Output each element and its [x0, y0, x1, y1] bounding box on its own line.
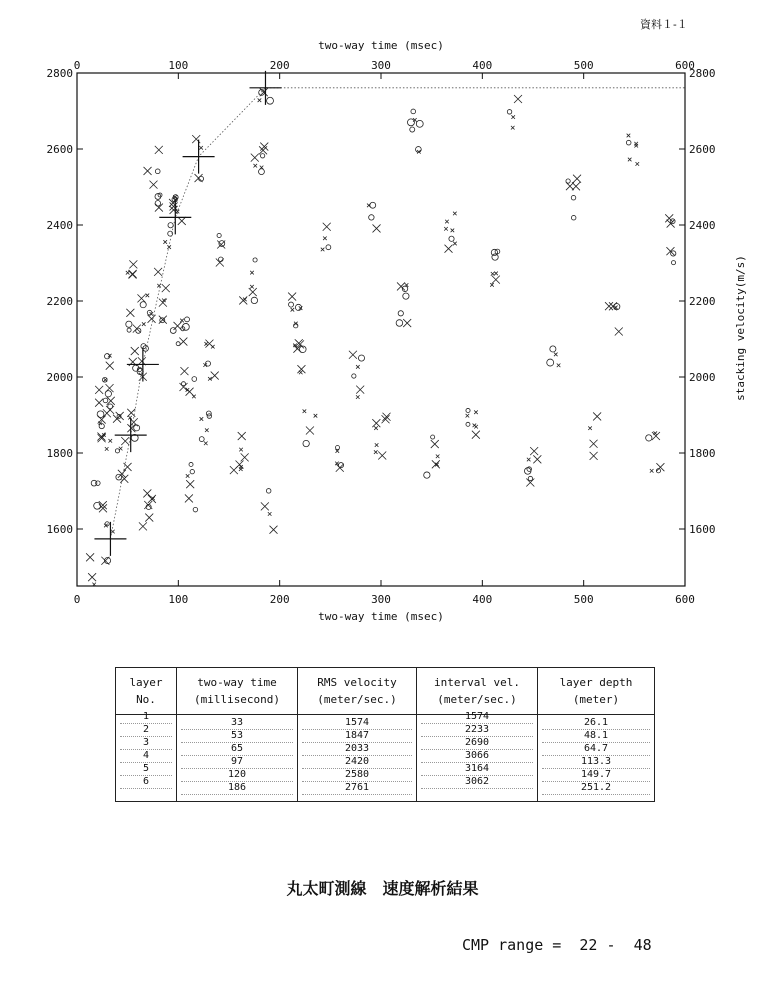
scatter-point-x — [106, 362, 114, 370]
table-cell-two-way-time: 65 — [181, 743, 293, 756]
scatter-point-x — [373, 224, 381, 232]
scatter-point-x — [303, 409, 307, 413]
scatter-point-circle — [190, 469, 194, 473]
scatter-point-x — [356, 386, 364, 394]
scatter-point-x — [451, 229, 455, 233]
scatter-point-x — [205, 428, 209, 432]
scatter-point-x — [88, 573, 96, 581]
scatter-point-x — [163, 240, 167, 244]
scatter-point-x — [258, 98, 262, 102]
y-tick-label-left: 2800 — [46, 67, 73, 80]
scatter-point-x — [336, 464, 344, 472]
scatter-point-circle — [103, 398, 108, 403]
scatter-point-x — [185, 494, 193, 502]
scatter-point-x — [378, 452, 386, 460]
scatter-point-x — [453, 242, 457, 246]
y-tick-label-left: 2200 — [46, 295, 73, 308]
scatter-point-x — [492, 276, 500, 284]
scatter-point-x — [372, 419, 380, 427]
scatter-point-x — [145, 514, 153, 522]
scatter-point-circle — [571, 195, 576, 200]
x-tick-label-top: 100 — [168, 59, 189, 72]
scatter-point-x — [180, 319, 184, 323]
y-tick-label-right: 2200 — [689, 295, 716, 308]
x-tick-label-top: 200 — [269, 59, 290, 72]
scatter-point-x — [216, 258, 224, 266]
scatter-point-x — [573, 175, 581, 183]
y-tick-label-right: 2400 — [689, 219, 716, 232]
scatter-point-x — [636, 162, 640, 166]
table-header-row — [116, 668, 655, 715]
table-cell-rms-velocity: 2420 — [302, 756, 412, 769]
plot-frame — [77, 73, 685, 586]
scatter-point-x — [186, 480, 194, 488]
table-cell-layer-depth: 48.1 — [542, 730, 650, 743]
table-cell-rms-velocity: 2033 — [302, 743, 412, 756]
scatter-point-x — [473, 424, 477, 428]
scatter-point-x — [288, 293, 296, 301]
table-cell-layer-depth: 64.7 — [542, 743, 650, 756]
scatter-point-x — [250, 285, 254, 289]
y-tick-label-left: 2600 — [46, 143, 73, 156]
scatter-point-circle — [424, 472, 430, 478]
scatter-point-x — [605, 302, 613, 310]
header-interval-vel: interval vel. (meter/sec.) — [417, 668, 538, 715]
scatter-point-x — [129, 260, 137, 268]
scatter-point-x — [261, 502, 269, 510]
scatter-point-circle — [91, 480, 97, 486]
scatter-point-x — [179, 338, 187, 346]
scatter-point-circle — [396, 320, 403, 327]
scatter-point-circle — [410, 127, 415, 132]
scatter-point-x — [590, 440, 598, 448]
scatter-point-x — [186, 474, 190, 478]
scatter-point-circle — [267, 97, 274, 104]
x-tick-label-bottom: 300 — [371, 593, 391, 606]
scatter-point-x — [432, 460, 440, 468]
scatter-point-x — [142, 322, 146, 326]
scatter-point-x — [149, 181, 157, 189]
scatter-point-circle — [127, 328, 131, 332]
scatter-point-x — [375, 443, 379, 447]
scatter-point-x — [108, 439, 112, 443]
scatter-point-x — [126, 309, 134, 317]
y-tick-label-right: 1600 — [689, 523, 716, 536]
scatter-point-circle — [253, 258, 257, 262]
x-tick-label-top: 600 — [675, 59, 695, 72]
table-cell-layer-no: 5 — [120, 763, 172, 776]
scatter-point-x — [129, 271, 137, 279]
y-tick-label-right: 1800 — [689, 447, 716, 460]
scatter-point-circle — [431, 435, 435, 439]
y-tick-label-right: 2800 — [689, 67, 716, 80]
scatter-point-x — [650, 469, 654, 473]
scatter-point-circle — [168, 231, 173, 236]
scatter-point-circle — [407, 119, 414, 126]
scatter-point-x — [453, 212, 457, 216]
scatter-point-x — [474, 410, 478, 414]
scatter-point-circle — [491, 249, 497, 255]
scatter-point-x — [491, 272, 495, 276]
scatter-point-x — [472, 431, 480, 439]
scatter-point-x — [291, 308, 295, 312]
scatter-point-circle — [155, 201, 161, 207]
scatter-point-x — [566, 182, 574, 190]
scatter-point-x — [204, 342, 208, 346]
scatter-point-x — [155, 146, 163, 154]
x-tick-label-top: 0 — [73, 59, 81, 72]
table-cell-layer-depth: 149.7 — [542, 769, 650, 782]
scatter-point-circle — [217, 233, 221, 237]
document-label: 資料１-１ — [640, 18, 688, 31]
scatter-point-x — [230, 466, 238, 474]
col-interval-vel — [417, 711, 538, 802]
scatter-point-x — [431, 440, 439, 448]
scatter-point-x — [241, 453, 249, 461]
scatter-point-x — [268, 512, 272, 516]
scatter-point-x — [652, 432, 660, 440]
scatter-point-x — [124, 463, 132, 471]
scatter-point-circle — [398, 311, 403, 316]
scatter-point-x — [382, 415, 390, 423]
scatter-point-x — [137, 294, 145, 302]
scatter-point-x — [129, 270, 137, 278]
x-tick-label-bottom: 600 — [675, 593, 695, 606]
scatter-point-circle — [403, 293, 409, 299]
scatter-point-x — [511, 126, 515, 130]
scatter-point-circle — [358, 355, 364, 361]
velocity-pick-cross — [127, 347, 159, 381]
cmp-range: CMP range = 22 - 48 — [462, 936, 652, 954]
x-tick-label-top: 400 — [472, 59, 493, 72]
scatter-point-x — [211, 372, 219, 380]
scatter-point-x — [155, 204, 163, 212]
scatter-point-x — [199, 146, 203, 150]
scatter-point-x — [436, 455, 440, 459]
scatter-point-circle — [97, 411, 104, 418]
scatter-point-x — [588, 426, 592, 430]
scatter-point-x — [615, 328, 623, 336]
scatter-point-circle — [189, 462, 193, 466]
table-cell-two-way-time: 97 — [181, 756, 293, 769]
table-cell-two-way-time: 120 — [181, 769, 293, 782]
table-body-row — [116, 715, 655, 802]
scatter-point-x — [200, 417, 204, 421]
col-rms-velocity — [298, 715, 417, 802]
scatter-point-x — [105, 447, 109, 451]
scatter-point-x — [323, 236, 327, 240]
table-cell-interval-vel: 3062 — [421, 776, 533, 789]
scatter-point-circle — [266, 489, 271, 494]
scatter-point-x — [192, 395, 196, 399]
col-two-way-time — [177, 715, 298, 802]
scatter-point-x — [374, 426, 378, 430]
scatter-point-circle — [335, 446, 339, 450]
velocity-pick-cross — [94, 522, 126, 556]
y-tick-label-right: 2600 — [689, 143, 716, 156]
x-tick-label-top: 300 — [371, 59, 391, 72]
table-cell-interval-vel: 1574 — [421, 711, 533, 724]
scatter-point-circle — [96, 481, 101, 486]
scatter-point-x — [204, 442, 208, 446]
table-cell-interval-vel: 3066 — [421, 750, 533, 763]
table-cell-layer-no: 6 — [120, 776, 172, 789]
scatter-point-x — [609, 302, 617, 310]
scatter-point-x — [269, 526, 277, 534]
scatter-point-circle — [626, 140, 631, 145]
scatter-point-x — [126, 271, 130, 275]
scatter-point-x — [445, 245, 453, 253]
scatter-point-x — [356, 365, 360, 369]
scatter-point-x — [593, 412, 601, 420]
y-axis-label: stacking velocity(m/s) — [734, 255, 747, 401]
table-cell-two-way-time: 186 — [181, 782, 293, 795]
scatter-point-circle — [155, 169, 160, 174]
scatter-point-circle — [550, 346, 556, 352]
scatter-point-x — [251, 154, 259, 162]
velocity-pick-cross — [183, 140, 215, 174]
scatter-point-x — [131, 347, 139, 355]
scatter-point-circle — [199, 437, 204, 442]
scatter-point-x — [211, 345, 215, 349]
scatter-point-x — [95, 386, 103, 394]
scatter-point-x — [97, 433, 105, 441]
scatter-point-circle — [115, 449, 119, 453]
scatter-point-x — [179, 383, 187, 391]
scatter-point-x — [444, 227, 448, 231]
x-tick-label-bottom: 400 — [472, 593, 493, 606]
velocity-pick-cross — [159, 200, 191, 234]
header-layer: layer No. — [116, 668, 177, 715]
scatter-point-x — [374, 450, 378, 454]
scatter-point-x — [121, 437, 129, 445]
table-cell-interval-vel: 2233 — [421, 724, 533, 737]
scatter-point-circle — [303, 440, 309, 446]
scatter-point-circle — [134, 425, 140, 431]
velocity-table — [115, 667, 655, 802]
scatter-point-x — [526, 479, 534, 487]
scatter-point-circle — [352, 374, 356, 378]
scatter-point-circle — [192, 377, 197, 382]
x-axis-label-top: two-way time (msec) — [318, 39, 444, 52]
scatter-point-x — [239, 448, 243, 452]
scatter-point-circle — [181, 382, 185, 386]
table-cell-interval-vel: 3164 — [421, 763, 533, 776]
scatter-point-x — [514, 95, 522, 103]
scatter-point-circle — [140, 302, 146, 308]
table-cell-two-way-time: 33 — [181, 717, 293, 730]
table-cell-layer-depth: 113.3 — [542, 756, 650, 769]
table-cell-rms-velocity: 1847 — [302, 730, 412, 743]
scatter-point-circle — [507, 110, 512, 115]
table-cell-layer-no: 3 — [120, 737, 172, 750]
scatter-point-circle — [646, 435, 652, 441]
scatter-point-x — [530, 447, 538, 455]
table-cell-layer-no: 1 — [120, 711, 172, 724]
scatter-point-circle — [168, 223, 173, 228]
scatter-point-x — [139, 522, 147, 530]
table-cell-layer-no: 4 — [120, 750, 172, 763]
y-tick-label-left: 1600 — [46, 523, 73, 536]
scatter-point-circle — [571, 215, 576, 220]
scatter-point-x — [127, 409, 135, 417]
table-cell-two-way-time: 53 — [181, 730, 293, 743]
scatter-point-x — [146, 294, 150, 298]
table-cell-layer-no: 2 — [120, 724, 172, 737]
col-layer-no — [116, 711, 177, 802]
scatter-point-x — [143, 489, 151, 497]
scatter-point-circle — [326, 245, 331, 250]
scatter-point-circle — [466, 422, 470, 426]
header-layer-depth: layer depth (meter) — [538, 668, 655, 715]
scatter-point-circle — [295, 304, 301, 310]
table-cell-rms-velocity: 1574 — [302, 717, 412, 730]
scatter-point-x — [243, 298, 247, 302]
scatter-point-circle — [369, 215, 374, 220]
scatter-point-x — [323, 223, 331, 231]
scatter-point-x — [178, 217, 186, 225]
scatter-point-x — [557, 364, 561, 368]
y-tick-label-left: 1800 — [46, 447, 73, 460]
y-tick-label-left: 2400 — [46, 219, 73, 232]
scatter-point-x — [628, 158, 632, 162]
scatter-point-x — [306, 427, 314, 435]
scatter-point-x — [511, 115, 515, 119]
table-cell-layer-depth: 26.1 — [542, 717, 650, 730]
scatter-point-circle — [671, 261, 675, 265]
scatter-point-circle — [185, 317, 190, 322]
scatter-point-x — [383, 413, 391, 421]
col-layer-depth — [538, 715, 655, 802]
scatter-point-x — [494, 272, 498, 276]
page-title: 丸太町測線 速度解析結果 — [286, 879, 479, 898]
header-two-way-time: two-way time (millisecond) — [177, 668, 298, 715]
table-cell-layer-depth: 251.2 — [542, 782, 650, 795]
scatter-point-circle — [260, 154, 264, 158]
scatter-point-x — [627, 134, 631, 138]
scatter-point-circle — [411, 109, 416, 114]
x-tick-label-bottom: 500 — [573, 593, 594, 606]
scatter-point-circle — [193, 507, 198, 512]
scatter-point-x — [180, 367, 188, 375]
scatter-point-circle — [108, 404, 113, 409]
scatter-point-x — [249, 288, 257, 296]
scatter-point-circle — [449, 236, 454, 241]
scatter-point-x — [250, 271, 254, 275]
scatter-point-x — [321, 248, 325, 252]
scatter-point-x — [665, 214, 673, 222]
x-tick-label-bottom: 200 — [269, 593, 290, 606]
table-cell-rms-velocity: 2580 — [302, 769, 412, 782]
scatter-point-circle — [370, 202, 376, 208]
scatter-point-circle — [547, 359, 554, 366]
scatter-point-x — [162, 284, 170, 292]
scatter-point-circle — [219, 257, 224, 262]
scatter-point-x — [154, 268, 162, 276]
scatter-point-x — [403, 319, 411, 327]
scatter-point-circle — [259, 169, 265, 175]
scatter-point-x — [356, 395, 360, 399]
scatter-point-x — [95, 399, 103, 407]
scatter-point-x — [445, 220, 449, 224]
scatter-point-x — [148, 315, 156, 323]
scatter-point-x — [527, 458, 531, 462]
scatter-point-x — [238, 432, 246, 440]
scatter-point-x — [533, 455, 541, 463]
scatter-point-x — [466, 414, 470, 418]
scatter-point-x — [349, 351, 357, 359]
scatter-point-circle — [251, 297, 257, 303]
table-cell-interval-vel: 2690 — [421, 737, 533, 750]
x-tick-label-top: 500 — [573, 59, 594, 72]
x-tick-label-bottom: 100 — [168, 593, 189, 606]
scatter-point-x — [634, 144, 638, 148]
scatter-point-circle — [126, 321, 132, 327]
scatter-point-circle — [466, 408, 470, 412]
table-cell-rms-velocity: 2761 — [302, 782, 412, 795]
scatter-point-x — [253, 164, 257, 168]
y-tick-label-left: 2000 — [46, 371, 73, 384]
scatter-point-x — [314, 414, 318, 418]
y-tick-label-right: 2000 — [689, 371, 716, 384]
scatter-point-circle — [416, 120, 423, 127]
scatter-point-x — [554, 353, 558, 357]
x-tick-label-bottom: 0 — [73, 593, 81, 606]
velocity-function-line — [110, 88, 685, 539]
scatter-point-circle — [528, 476, 532, 480]
scatter-point-x — [174, 322, 182, 330]
scatter-point-x — [86, 553, 94, 561]
scatter-point-x — [590, 452, 598, 460]
header-rms-velocity: RMS velocity (meter/sec.) — [298, 668, 417, 715]
x-axis-label-bottom: two-way time (msec) — [318, 610, 444, 623]
scatter-point-x — [144, 167, 152, 175]
scatter-point-circle — [289, 302, 294, 307]
